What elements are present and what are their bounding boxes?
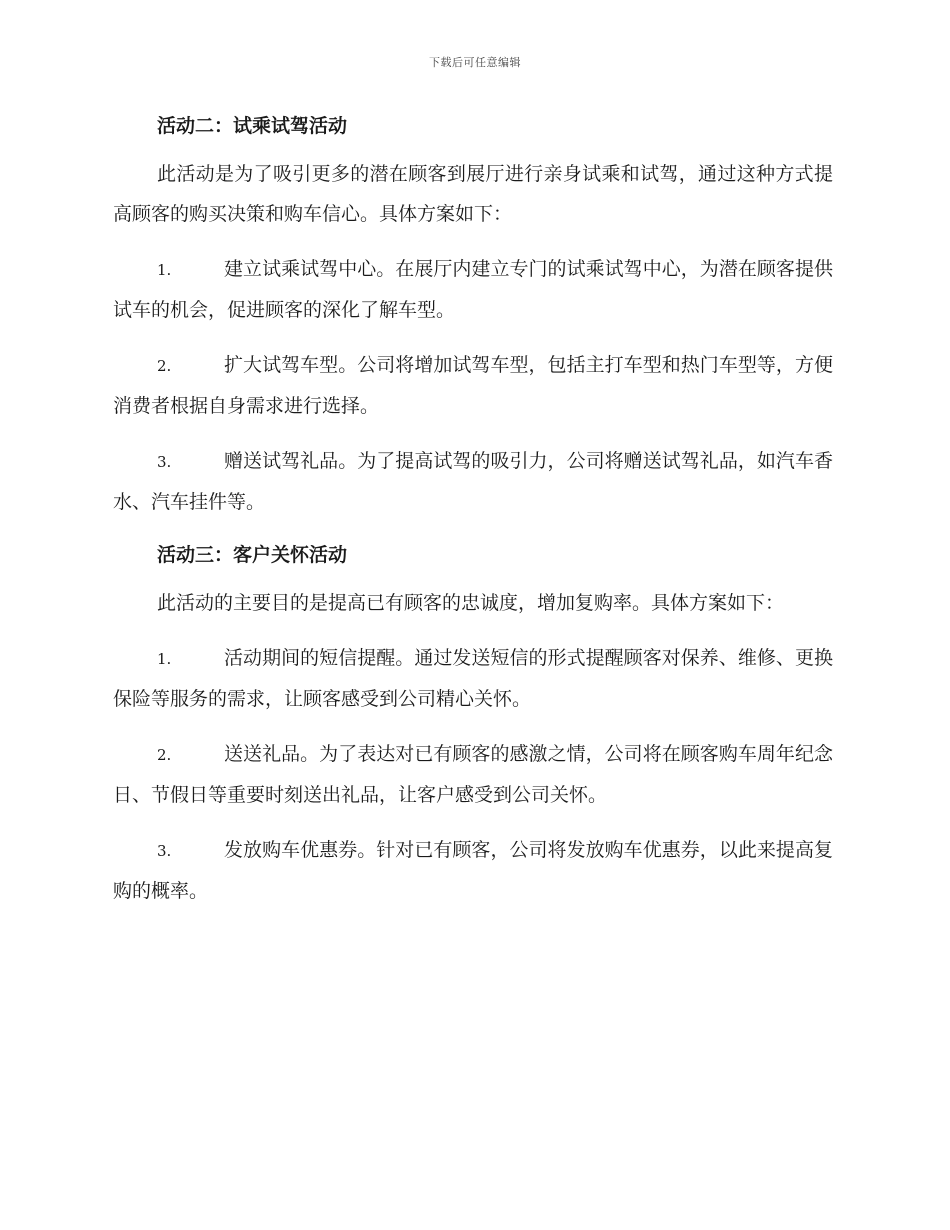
- document-body: [113, 108, 833, 926]
- section-heading: 活动二：试乘试驾活动: [157, 115, 348, 137]
- list-item: [113, 638, 833, 719]
- list-item-number: 1.: [157, 261, 172, 279]
- list-item-number: 1.: [157, 650, 172, 668]
- list-item-text: 发放购车优惠券。针对已有顾客，公司将发放购车优惠券，以此来提高复购的概率。: [113, 839, 833, 902]
- list-item-text: 活动期间的短信提醒。通过发送短信的形式提醒顾客对保养、维修、更换保险等服务的需求，让顾客感受到公司精心关怀。: [113, 647, 833, 710]
- list-item: [113, 345, 833, 426]
- list-item-number: 3.: [157, 842, 172, 860]
- list-item-text: 赠送试驾礼品。为了提高试驾的吸引力，公司将赠送试驾礼品，如汽车香水、汽车挂件等。: [113, 450, 833, 513]
- list-item-number: 2.: [157, 746, 172, 764]
- section-heading: 活动三：客户关怀活动: [157, 544, 348, 566]
- list-item: [113, 441, 833, 522]
- section-intro: 此活动是为了吸引更多的潜在顾客到展厅进行亲身试乘和试驾，通过这种方式提高顾客的购买决策和购车信心。具体方案如下：: [113, 163, 833, 225]
- list-item-text: 建立试乘试驾中心。在展厅内建立专门的试乘试驾中心，为潜在顾客提供试车的机会，促进顾客的深化了解车型。: [113, 258, 833, 321]
- list-item: [113, 249, 833, 330]
- list-item-number: 2.: [157, 357, 172, 375]
- list-item-text: 扩大试驾车型。公司将增加试驾车型，包括主打车型和热门车型等，方便消费者根据自身需求进行选择。: [113, 354, 833, 417]
- list-item: [113, 734, 833, 815]
- list-item-number: 3.: [157, 453, 172, 471]
- page-header: 下载后可任意编辑: [429, 56, 521, 69]
- list-item-text: 送送礼品。为了表达对已有顾客的感激之情，公司将在顾客购车周年纪念日、节假日等重要时刻送出礼品，让客户感受到公司关怀。: [113, 743, 833, 806]
- section-intro: 此活动的主要目的是提高已有顾客的忠诚度，增加复购率。具体方案如下：: [157, 592, 785, 614]
- list-item: [113, 830, 833, 911]
